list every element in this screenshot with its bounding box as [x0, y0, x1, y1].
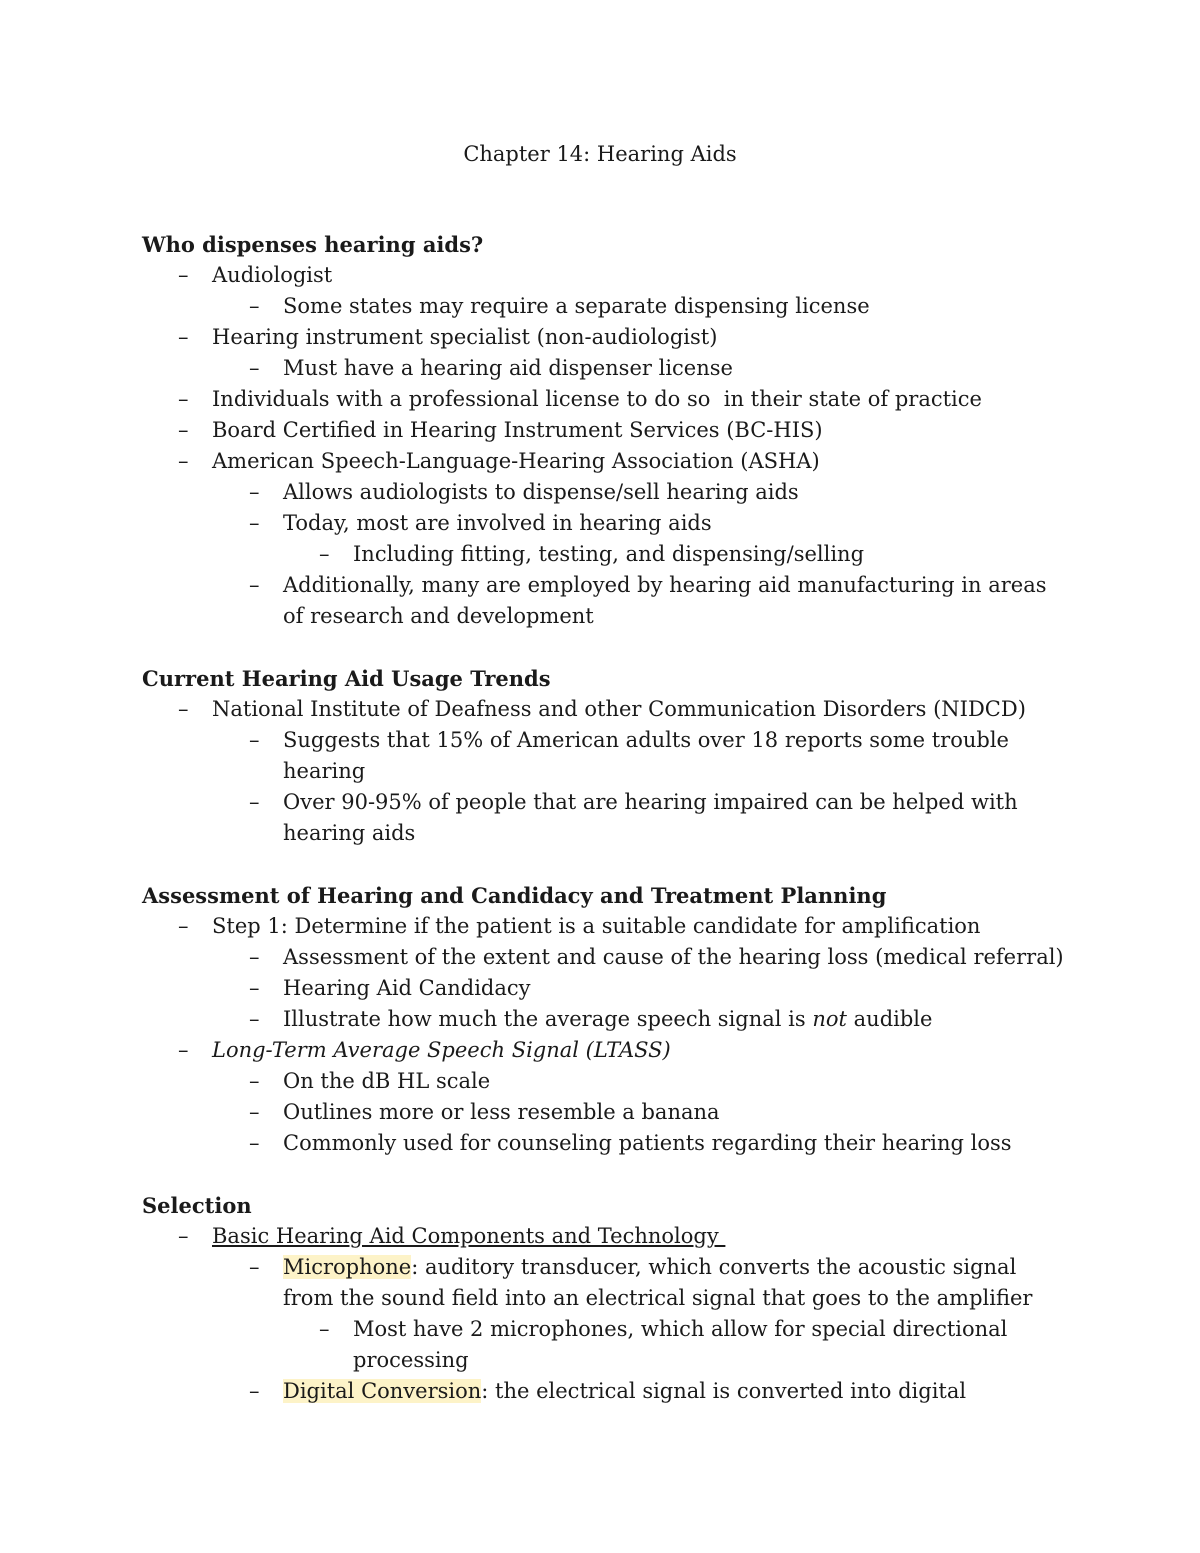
list-item: [142, 725, 1072, 787]
list-item: [142, 1128, 1072, 1159]
dash-bullet: –: [249, 1379, 260, 1403]
emphasis-text: not: [812, 1007, 847, 1031]
dash-bullet: –: [178, 1224, 189, 1248]
dash-bullet: –: [178, 263, 189, 287]
dash-bullet: –: [249, 480, 260, 504]
list-item-text: Additionally, many are employed by hearing aid manufacturing in areas of research and development: [283, 573, 1047, 628]
page-title: Chapter 14: Hearing Aids: [463, 142, 737, 166]
list-item-text: Outlines more or less resemble a banana: [283, 1100, 720, 1124]
list-item-text: Hearing instrument specialist (non-audiologist): [212, 325, 718, 349]
list-item: [142, 1221, 1072, 1252]
section-heading: Who dispenses hearing aids?: [142, 232, 484, 257]
dash-bullet: –: [249, 976, 260, 1000]
dash-bullet: –: [249, 728, 260, 752]
dash-bullet: –: [249, 356, 260, 380]
document-body: [142, 229, 1072, 1438]
list-item-text: Commonly used for counseling patients regarding their hearing loss: [283, 1131, 1012, 1155]
list-item-text: Must have a hearing aid dispenser license: [283, 356, 733, 380]
list-item-text: Today, most are involved in hearing aids: [283, 511, 712, 535]
list-item: [142, 787, 1072, 849]
section-heading: Selection: [142, 1193, 252, 1218]
list-item: [142, 508, 1072, 539]
list-item-text: Over 90-95% of people that are hearing impaired can be helped with hearing aids: [283, 790, 1018, 845]
dash-bullet: –: [249, 573, 260, 597]
dash-bullet: –: [178, 418, 189, 442]
dash-bullet: –: [249, 1069, 260, 1093]
text-run: : the electrical signal is converted into digital: [481, 1379, 967, 1403]
dash-bullet: –: [178, 1038, 189, 1062]
list-item-text: Assessment of the extent and cause of the hearing loss (medical referral): [283, 945, 1064, 969]
list-item-text: Basic Hearing Aid Components and Technology: [212, 1224, 726, 1248]
list-item-text: Hearing Aid Candidacy: [283, 976, 531, 1000]
dash-bullet: –: [319, 1317, 330, 1341]
text-run: audible: [846, 1007, 933, 1031]
dash-bullet: –: [178, 387, 189, 411]
list-item-text: Long-Term Average Speech Signal (LTASS): [212, 1038, 671, 1062]
list-item: [142, 322, 1072, 353]
highlighted-term: Digital Conversion: [283, 1379, 482, 1403]
list-item: [142, 570, 1072, 632]
dash-bullet: –: [249, 294, 260, 318]
text-run: Illustrate how much the average speech signal is: [283, 1007, 813, 1031]
section-usage-trends: [142, 663, 1072, 849]
section-who-dispenses: [142, 229, 1072, 632]
dash-bullet: –: [319, 542, 330, 566]
list-item: [142, 539, 1072, 570]
highlighted-term: Microphone: [283, 1255, 412, 1279]
dash-bullet: –: [249, 511, 260, 535]
list-item-text: Some states may require a separate dispensing license: [283, 294, 870, 318]
dash-bullet: –: [249, 790, 260, 814]
list-item-text: [283, 1007, 932, 1031]
list-item: [142, 477, 1072, 508]
list-item: [142, 973, 1072, 1004]
list-item-text: [283, 1379, 966, 1403]
dash-bullet: –: [249, 1007, 260, 1031]
list-item-text: Allows audiologists to dispense/sell hearing aids: [283, 480, 799, 504]
list-item: [142, 1252, 1072, 1314]
dash-bullet: –: [249, 1100, 260, 1124]
list-item: [142, 291, 1072, 322]
list-item-text: Individuals with a professional license to do so in their state of practice: [212, 387, 982, 411]
list-item: [142, 260, 1072, 291]
list-item: [142, 384, 1072, 415]
list-item-text: National Institute of Deafness and other Communication Disorders (NIDCD): [212, 697, 1026, 721]
section-heading: Current Hearing Aid Usage Trends: [142, 666, 551, 691]
section-assessment: [142, 880, 1072, 1159]
list-item-text: Most have 2 microphones, which allow for special directional processing: [353, 1317, 1008, 1372]
list-item-text: On the dB HL scale: [283, 1069, 491, 1093]
list-item-text: Audiologist: [212, 263, 333, 287]
list-item: [142, 1066, 1072, 1097]
section-heading: Assessment of Hearing and Candidacy and Treatment Planning: [142, 883, 887, 908]
list-item: [142, 911, 1072, 942]
dash-bullet: –: [249, 1255, 260, 1279]
list-item-text: [283, 1255, 1032, 1310]
list-item: [142, 446, 1072, 477]
list-item: [142, 694, 1072, 725]
dash-bullet: –: [178, 449, 189, 473]
list-item-text: Suggests that 15% of American adults over 18 reports some trouble hearing: [283, 728, 1009, 783]
list-item: [142, 415, 1072, 446]
dash-bullet: –: [178, 914, 189, 938]
section-selection: [142, 1190, 1072, 1407]
list-item: [142, 1097, 1072, 1128]
dash-bullet: –: [178, 325, 189, 349]
list-item: [142, 1376, 1072, 1407]
list-item: [142, 1035, 1072, 1066]
list-item-text: Step 1: Determine if the patient is a suitable candidate for amplification: [212, 914, 981, 938]
list-item: [142, 1004, 1072, 1035]
list-item-text: Board Certified in Hearing Instrument Services (BC-HIS): [212, 418, 823, 442]
list-item-text: Including fitting, testing, and dispensing/selling: [353, 542, 865, 566]
list-item: [142, 942, 1072, 973]
text-run: : auditory transducer, which converts the acoustic signal from the sound field into an electrical signal that goes to the amplifier: [283, 1255, 1033, 1310]
list-item-text: American Speech-Language-Hearing Association (ASHA): [212, 449, 820, 473]
list-item: [142, 353, 1072, 384]
list-item: [142, 1314, 1072, 1376]
dash-bullet: –: [249, 945, 260, 969]
dash-bullet: –: [249, 1131, 260, 1155]
dash-bullet: –: [178, 697, 189, 721]
